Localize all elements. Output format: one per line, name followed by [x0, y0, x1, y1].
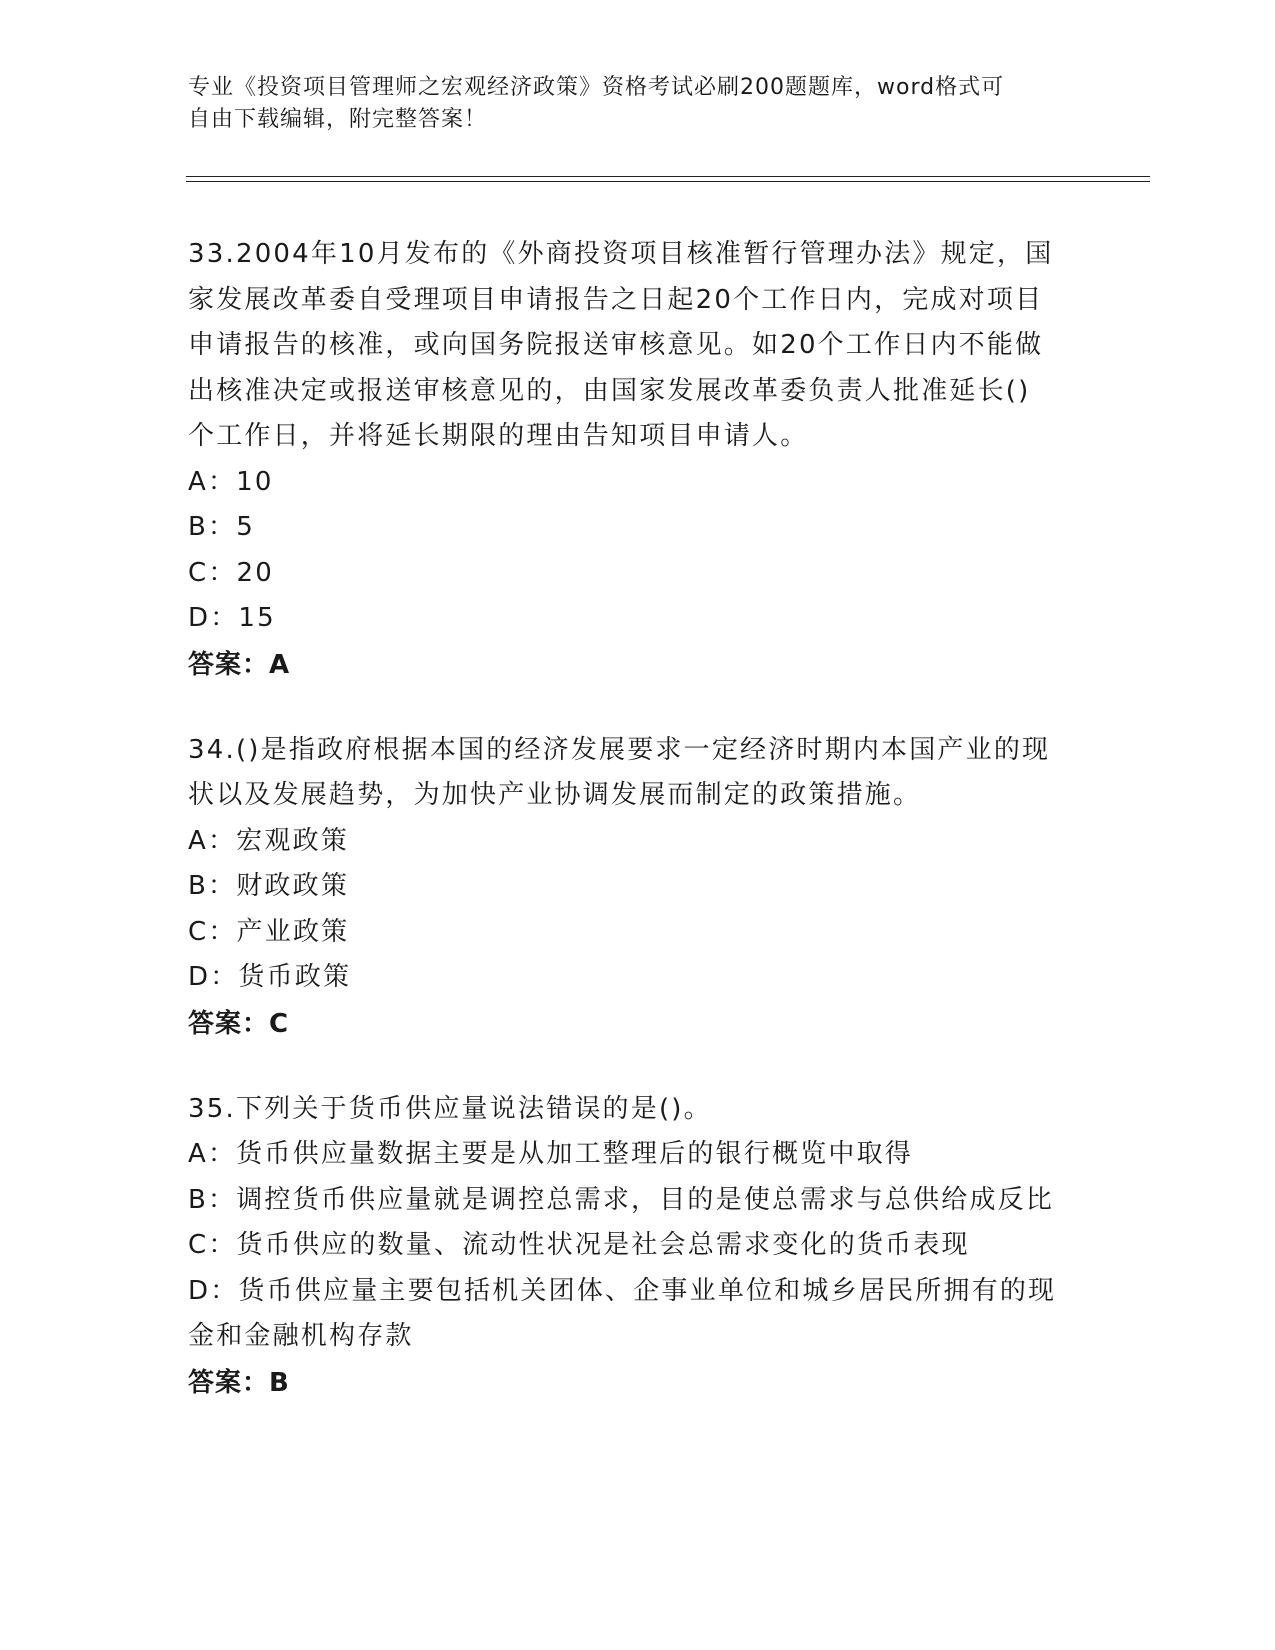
option-c: C：货币供应的数量、流动性状况是社会总需求变化的货币表现 [188, 1230, 970, 1260]
header-line: 自由下载编辑，附完整答案！ [188, 107, 488, 132]
question-text-line: 家发展改革委自受理项目申请报告之日起20个工作日内，完成对项目 [188, 284, 1044, 315]
option-b: B：财政政策 [188, 871, 350, 901]
question-text-line: 个工作日，并将延长期限的理由告知项目申请人。 [188, 421, 809, 451]
option-d: D：货币政策 [188, 962, 352, 992]
option-d-continued: 金和金融机构存款 [188, 1321, 414, 1351]
question-text-line: 出核准决定或报送审核意见的，由国家发展改革委负责人批准延长() [188, 375, 1031, 406]
option-b: B：5 [188, 512, 255, 542]
header-line: 专业《投资项目管理师之宏观经济政策》资格考试必刷200题题库，word格式可 [188, 75, 1005, 100]
option-d: D：15 [188, 603, 276, 633]
question-list [188, 232, 1088, 1446]
answer-label: 答案：A [188, 649, 291, 680]
question-34 [188, 728, 1088, 1047]
option-a: A：货币供应量数据主要是从加工整理后的银行概览中取得 [188, 1139, 913, 1169]
question-35 [188, 1087, 1088, 1406]
question-text-line: 状以及发展趋势，为加快产业协调发展而制定的政策措施。 [188, 780, 922, 810]
question-text-line: 申请报告的核准，或向国务院报送审核意见。如20个工作日内不能做 [188, 330, 1044, 360]
document-header [188, 72, 1068, 136]
option-d: D：货币供应量主要包括机关团体、企事业单位和城乡居民所拥有的现 [188, 1275, 1057, 1306]
option-c: C：产业政策 [188, 916, 350, 947]
header-divider [186, 176, 1150, 177]
answer-label: 答案：B [188, 1367, 290, 1398]
option-b: B：调控货币供应量就是调控总需求，目的是使总需求与总供给成反比 [188, 1184, 1055, 1215]
option-a: A：宏观政策 [188, 825, 349, 856]
question-33 [188, 232, 1088, 688]
question-text-line: 35.下列关于货币供应量说法错误的是()。 [188, 1093, 712, 1124]
option-c: C：20 [188, 557, 275, 588]
question-text-line: 33.2004年10月发布的《外商投资项目核准暂行管理办法》规定，国 [188, 239, 1054, 269]
answer-label: 答案：C [188, 1008, 290, 1039]
header-divider [186, 181, 1150, 182]
option-a: A：10 [188, 466, 274, 497]
question-text-line: 34.()是指政府根据本国的经济发展要求一定经济时期内本国产业的现 [188, 734, 1051, 765]
